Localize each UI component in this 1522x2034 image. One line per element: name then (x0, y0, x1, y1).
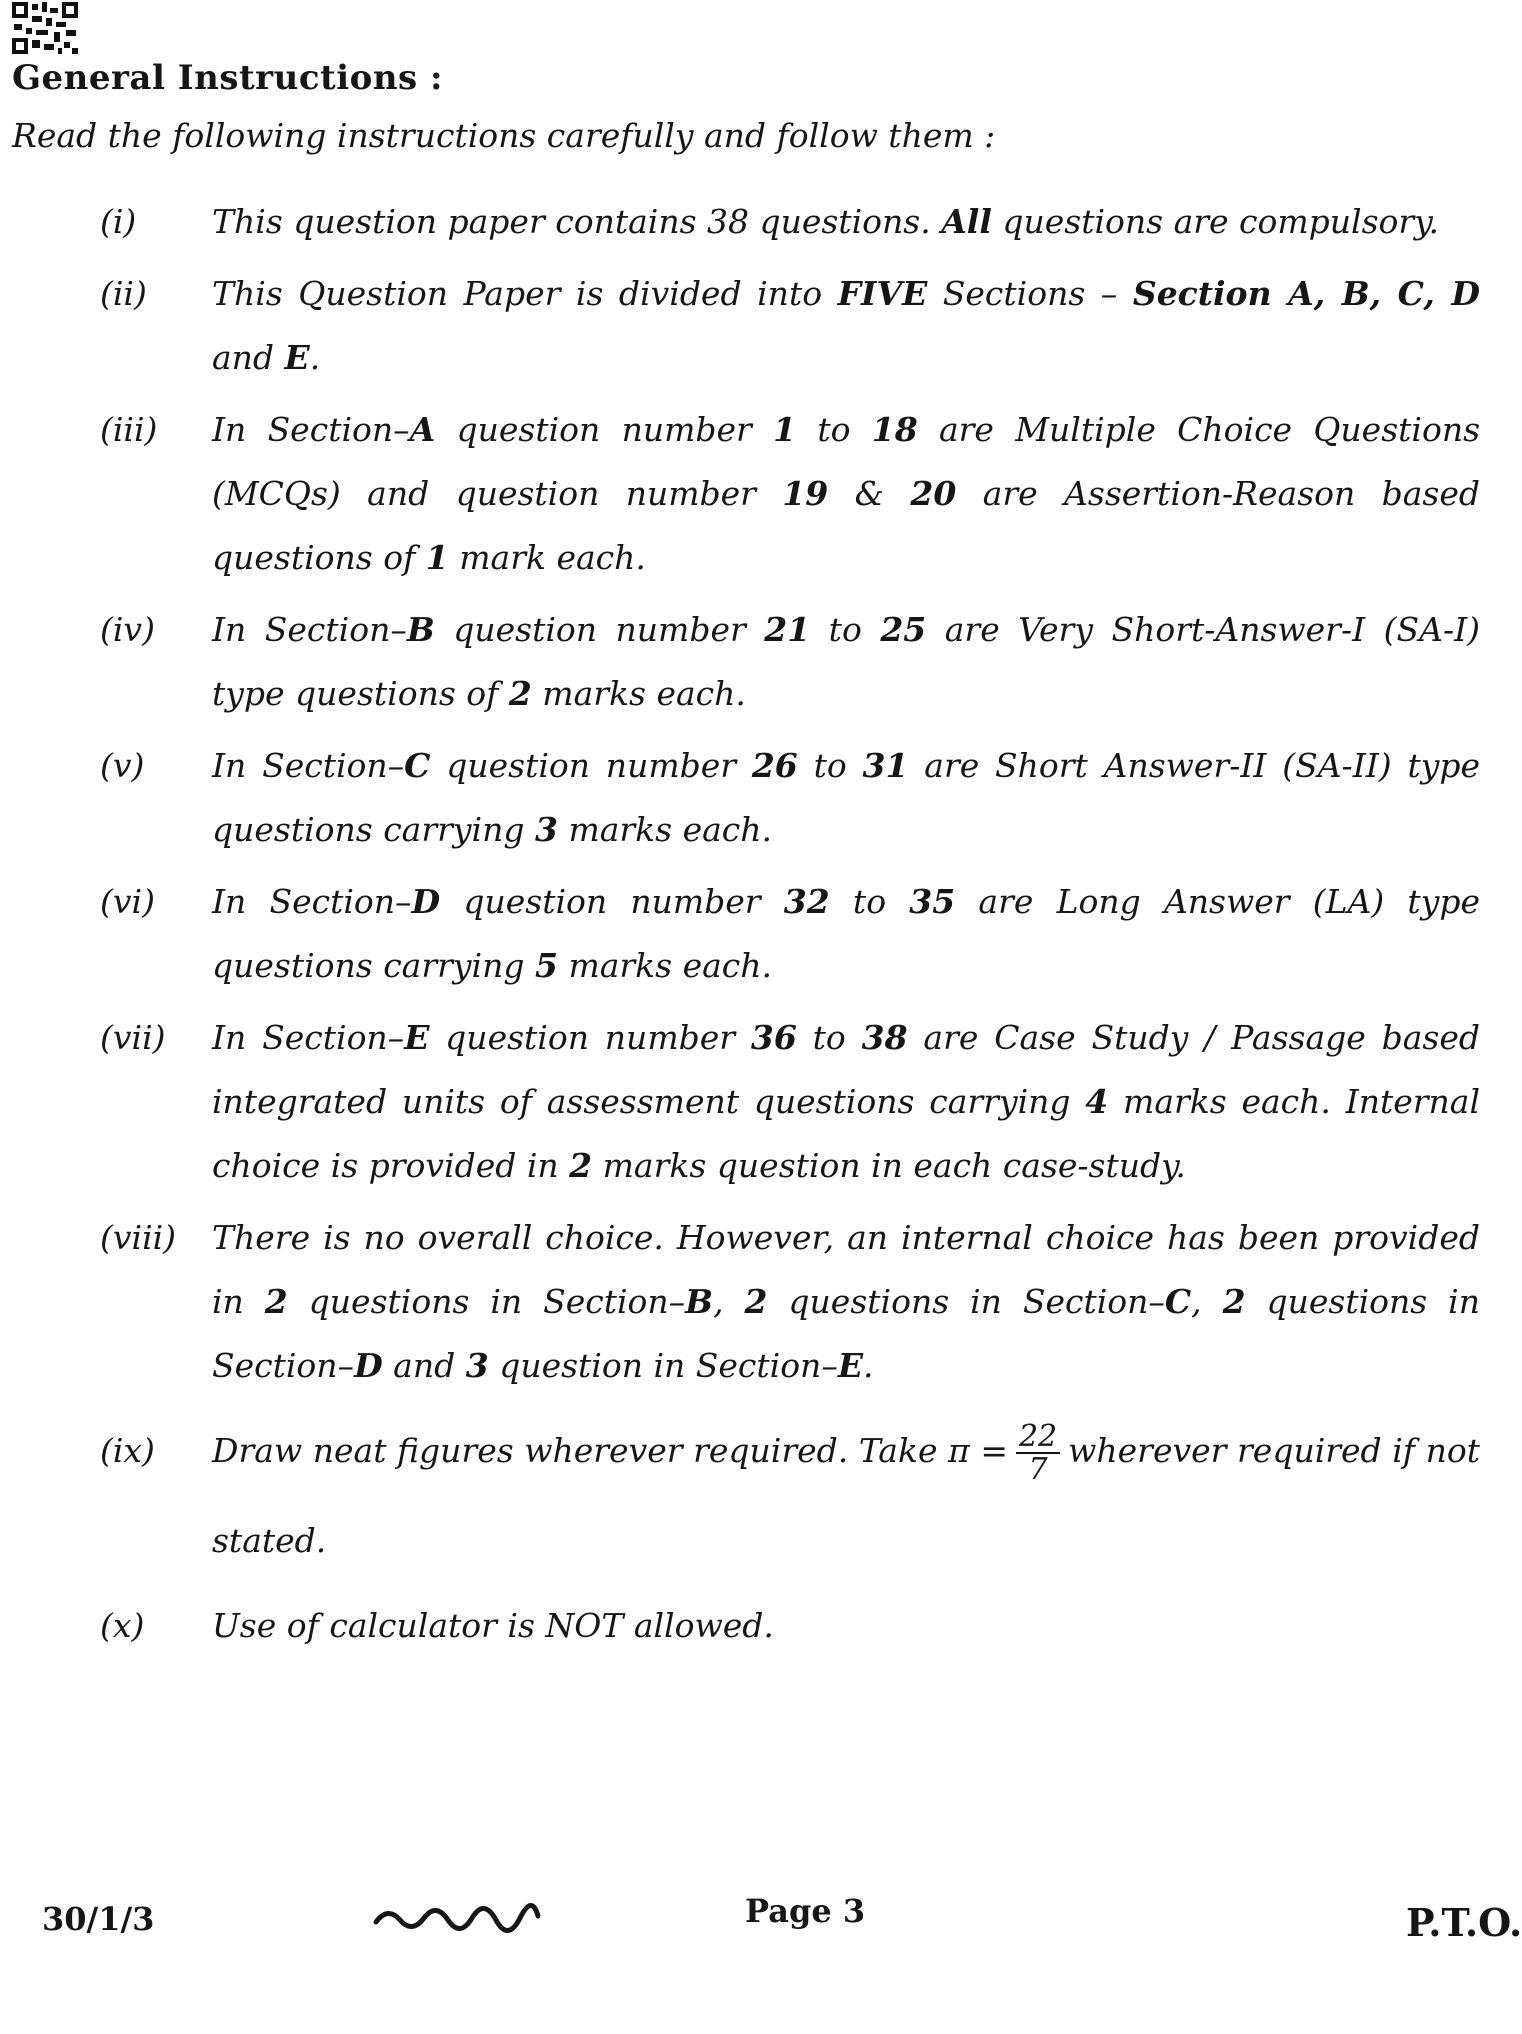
instruction-number: (iv) (100, 610, 155, 649)
instruction-item-iv: (iv) In Section–B question number 21 to 25 are Very Short-Answer-I (SA-I) type questions of 2 marks each. (100, 598, 1480, 726)
instruction-number: (vi) (100, 882, 155, 921)
instructions-list (100, 190, 1480, 1666)
page-footer (0, 1890, 1522, 1950)
instruction-item-vii: (vii) In Section–E question number 36 to 38 are Case Study / Passage based integrated units of assessment questions carrying 4 marks each. Internal choice is provided in 2 marks question in each case-study. (100, 1006, 1480, 1198)
page-number: Page 3 (745, 1892, 866, 1930)
qr-code-icon (10, 0, 80, 56)
instruction-item-iii: (iii) In Section–A question number 1 to 18 are Multiple Choice Questions (MCQs) and question number 19 & 20 are Assertion-Reason based questions of 1 mark each. (100, 398, 1480, 590)
general-instructions-heading: General Instructions : (12, 58, 444, 98)
instruction-item-v: (v) In Section–C question number 26 to 31 are Short Answer-II (SA-II) type questions carrying 3 marks each. (100, 734, 1480, 862)
wave-mark-icon (372, 1896, 542, 1936)
instruction-number: (x) (100, 1606, 145, 1645)
paper-code: 30/1/3 (42, 1900, 155, 1938)
instruction-number: (i) (100, 202, 137, 241)
instruction-item-ii: (ii) This Question Paper is divided into FIVE Sections – Section A, B, C, D and E. (100, 262, 1480, 390)
instruction-number: (viii) (100, 1218, 177, 1257)
pi-fraction (1016, 1418, 1060, 1487)
instruction-number: (v) (100, 746, 145, 785)
instruction-number: (ix) (100, 1431, 155, 1470)
fraction-denominator: 7 (1028, 1452, 1048, 1487)
instruction-number: (vii) (100, 1018, 166, 1057)
please-turn-over: P.T.O. (1406, 1900, 1522, 1945)
instruction-item-x: (x) Use of calculator is NOT allowed. (100, 1594, 1480, 1658)
instruction-item-viii: (viii) There is no overall choice. However, an internal choice has been provided in 2 questions in Section–B, 2 questions in Section–C, 2 questions in Section–D and 3 question in Section–E. (100, 1206, 1480, 1398)
instruction-item-vi: (vi) In Section–D question number 32 to 35 are Long Answer (LA) type questions carrying 5 marks each. (100, 870, 1480, 998)
instruction-item-ix: (ix) Draw neat figures wherever required. Take π = $\frac{22}{7}$ wherever required if not stated. (100, 1406, 1480, 1586)
instruction-number: (ii) (100, 274, 147, 313)
fraction-numerator: 22 (1016, 1421, 1060, 1455)
instruction-item-i: (i) This question paper contains 38 questions. All questions are compulsory. (100, 190, 1480, 254)
instruction-number: (iii) (100, 410, 158, 449)
instructions-intro: Read the following instructions carefully and follow them : (12, 116, 996, 155)
